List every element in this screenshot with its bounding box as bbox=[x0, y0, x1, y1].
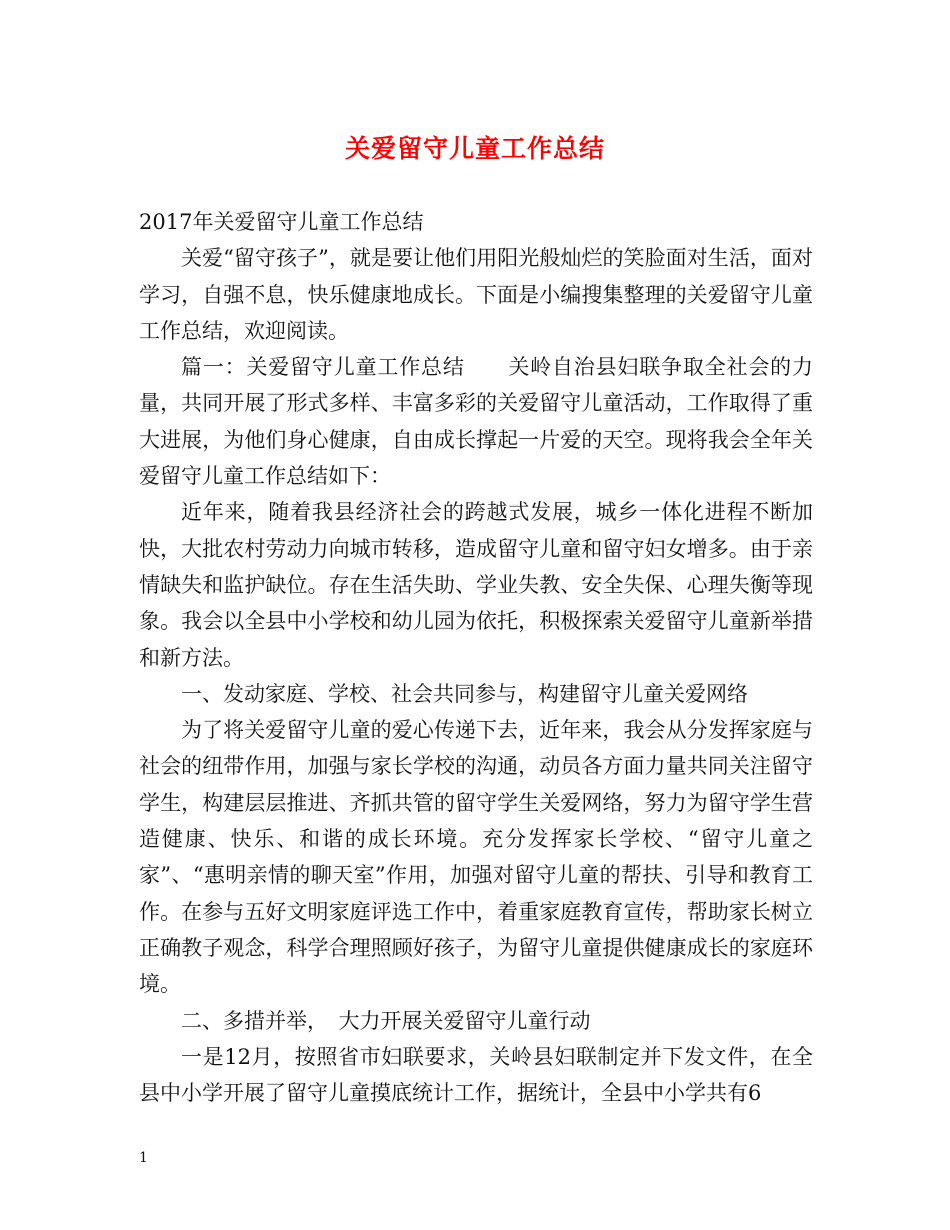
paragraph-part-one: 篇一：关爱留守儿童工作总结 关岭自治县妇联争取全社会的力量，共同开展了形式多样、丰富多彩的关爱留守儿童活动，工作取得了重大进展，为他们身心健康，自由成长撑起一片爱的天空。现将我会全年关爱留守儿童工作总结如下： bbox=[139, 355, 813, 489]
document-title: 关爱留守儿童工作总结 bbox=[344, 134, 605, 163]
document-body bbox=[139, 204, 813, 1111]
paragraph-section-two: 一是12月，按照省市妇联要求，关岭县妇联制定并下发文件，在全县中小学开展了留守儿童摸底统计工作，据统计，全县中小学共有6 bbox=[139, 1044, 813, 1106]
paragraph-background: 近年来，随着我县经济社会的跨越式发展，城乡一体化进程不断加快，大批农村劳动力向城市转移，造成留守儿童和留守妇女增多。由于亲情缺失和监护缺位。存在生活失助、学业失教、安全失保、心理失衡等现象。我会以全县中小学校和幼儿园为依托，积极探索关爱留守儿童新举措和新方法。 bbox=[139, 500, 813, 670]
paragraph-subtitle: 2017年关爱留守儿童工作总结 bbox=[139, 210, 424, 234]
section-heading-two: 二、多措并举， 大力开展关爱留守儿童行动 bbox=[181, 1008, 591, 1033]
paragraph-section-one: 为了将关爱留守儿童的爱心传递下去，近年来，我会从分发挥家庭与社会的纽带作用，加强与家长学校的沟通，动员各方面力量共同关注留守学生，构建层层推进、齐抓共管的留守学生关爱网络，努力为留守学生营造健康、快乐、和谐的成长环境。充分发挥家长学校、“留守儿童之家”、“惠明亲情的聊天室”作用，加强对留守儿童的帮扶、引导和教育工作。在参与五好文明家庭评选工作中，着重家庭教育宣传，帮助家长树立正确教子观念，科学合理照顾好孩子，为留守儿童提供健康成长的家庭环境。 bbox=[139, 718, 813, 997]
section-heading-one: 一、发动家庭、学校、社会共同参与，构建留守儿童关爱网络 bbox=[181, 681, 748, 706]
page-number: 1 bbox=[139, 1150, 148, 1166]
paragraph-intro: 关爱“留守孩子”，就是要让他们用阳光般灿烂的笑脸面对生活，面对学习，自强不息，快乐健康地成长。下面是小编搜集整理的关爱留守儿童工作总结，欢迎阅读。 bbox=[139, 246, 813, 343]
